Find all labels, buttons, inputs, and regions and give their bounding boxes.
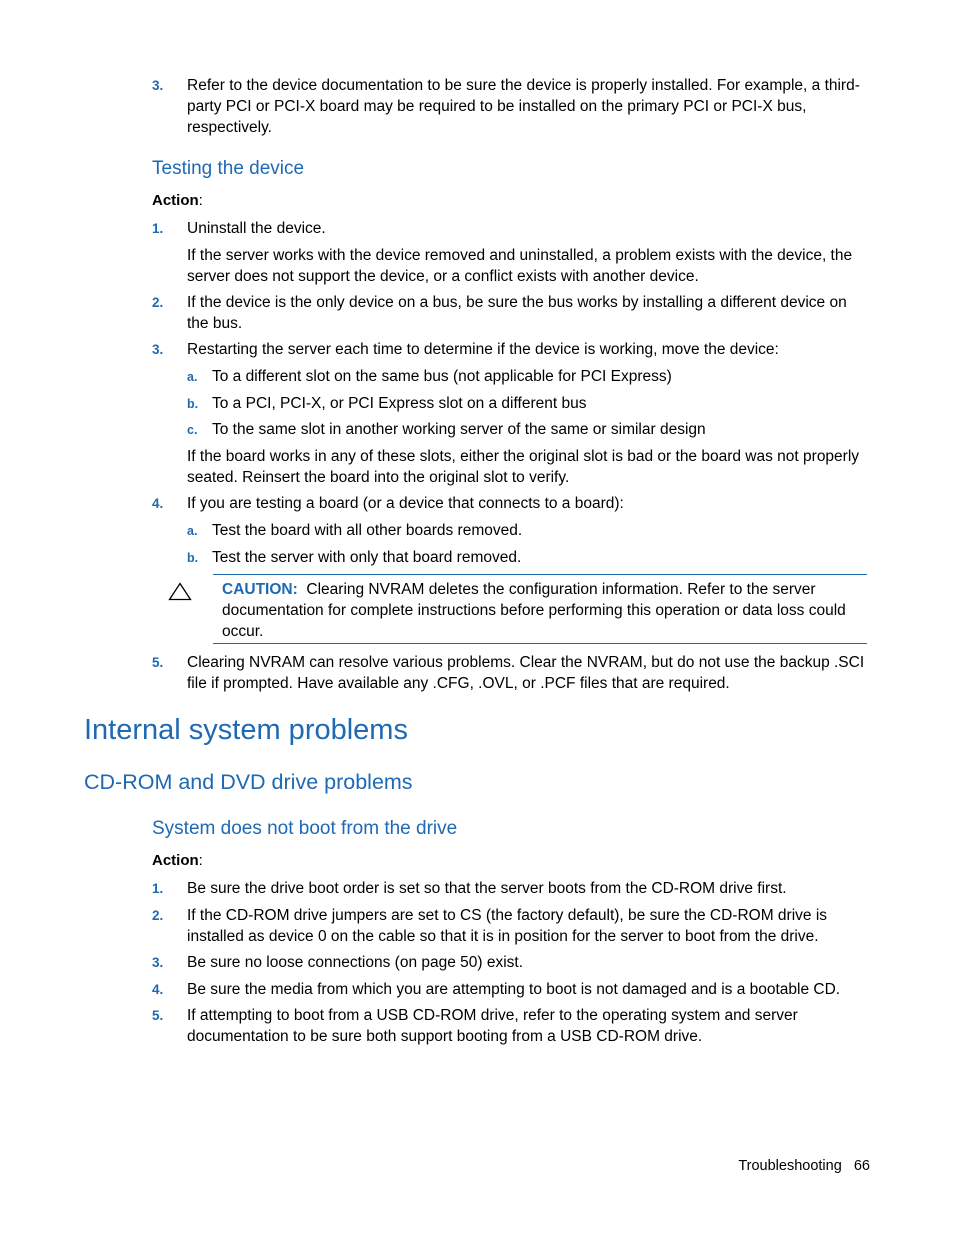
section-heading-testing-device: Testing the device [152,158,305,179]
caution-icon [168,582,192,601]
action-label: Action: [152,192,203,209]
step-number: 2. [152,908,164,923]
page-number: 66 [853,1158,870,1174]
step-note: If the board works in any of these slots, either the original slot is bad or the board was not properly seated. Reinsert the board into the original slot to verify. [187,448,860,486]
step-number: 4. [152,496,164,511]
section-heading-cdrom-dvd: CD-ROM and DVD drive problems [84,770,413,794]
step-text: If the CD-ROM drive jumpers are set to CS (the factory default), be sure the CD-ROM drive is installed as device 0 on the cable so that it is in position for the server to boot from the drive. [187,907,828,945]
footer-section: Troubleshooting [738,1158,842,1174]
step-note: If the server works with the device removed and uninstalled, a problem exists with the device, the server does not support the device, or a conflict exists with another device. [187,247,853,285]
substep-letter: b. [187,397,199,411]
step-number: 3. [152,342,164,357]
substep-letter: a. [187,524,198,538]
step-text: Clearing NVRAM can resolve various problems. Clear the NVRAM, but do not use the backup .SCI file if prompted. Have available any .CFG, .OVL, or .PCF files that are required. [187,654,865,692]
step-text: Refer to the device documentation to be sure the device is properly installed. For example, a third-party PCI or PCI-X board may be required to be installed on the primary PCI or PCI-X bus, respectively. [187,77,860,136]
substep-text: To the same slot in another working server of the same or similar design [212,421,706,438]
step-text: If attempting to boot from a USB CD-ROM drive, refer to the operating system and server documentation to be sure both support booting from a USB CD-ROM drive. [187,1007,798,1045]
step-number: 5. [152,1008,164,1023]
step-text: Restarting the server each time to determine if the device is working, move the device: [187,341,779,358]
step-number: 1. [152,881,164,896]
substep-text: Test the server with only that board removed. [212,549,522,566]
step-text: If you are testing a board (or a device that connects to a board): [187,495,624,512]
caution-text: CAUTION: Clearing NVRAM deletes the configuration information. Refer to the server documentation for complete instructions before performing this operation or data loss could occur. [222,581,846,640]
action-label: Action: [152,852,203,869]
substep-letter: c. [187,423,198,437]
step-text: If the device is the only device on a bus, be sure the bus works by installing a different device on the bus. [187,294,847,332]
caution-box [213,574,867,644]
step-text: Be sure the media from which you are attempting to boot is not damaged and is a bootable CD. [187,981,841,998]
step-number: 4. [152,982,164,997]
step-number: 1. [152,221,164,236]
step-text: Uninstall the device. [187,220,326,237]
chapter-heading-internal-system-problems: Internal system problems [84,714,408,746]
substep-text: Test the board with all other boards removed. [212,522,523,539]
substep-letter: b. [187,551,199,565]
step-number: 5. [152,655,164,670]
page-footer [738,1158,870,1174]
substep-text: To a PCI, PCI-X, or PCI Express slot on a different bus [212,395,587,412]
step-number: 2. [152,295,164,310]
caution-label: CAUTION: [222,581,298,598]
step-text: Be sure the drive boot order is set so that the server boots from the CD-ROM drive first. [187,880,787,897]
step-text: Be sure no loose connections (on page 50) exist. [187,954,524,971]
substep-letter: a. [187,370,198,384]
subsection-heading-system-not-boot: System does not boot from the drive [152,818,458,839]
substep-text: To a different slot on the same bus (not applicable for PCI Express) [212,368,672,385]
step-number: 3. [152,955,164,970]
step-number: 3. [152,78,164,93]
